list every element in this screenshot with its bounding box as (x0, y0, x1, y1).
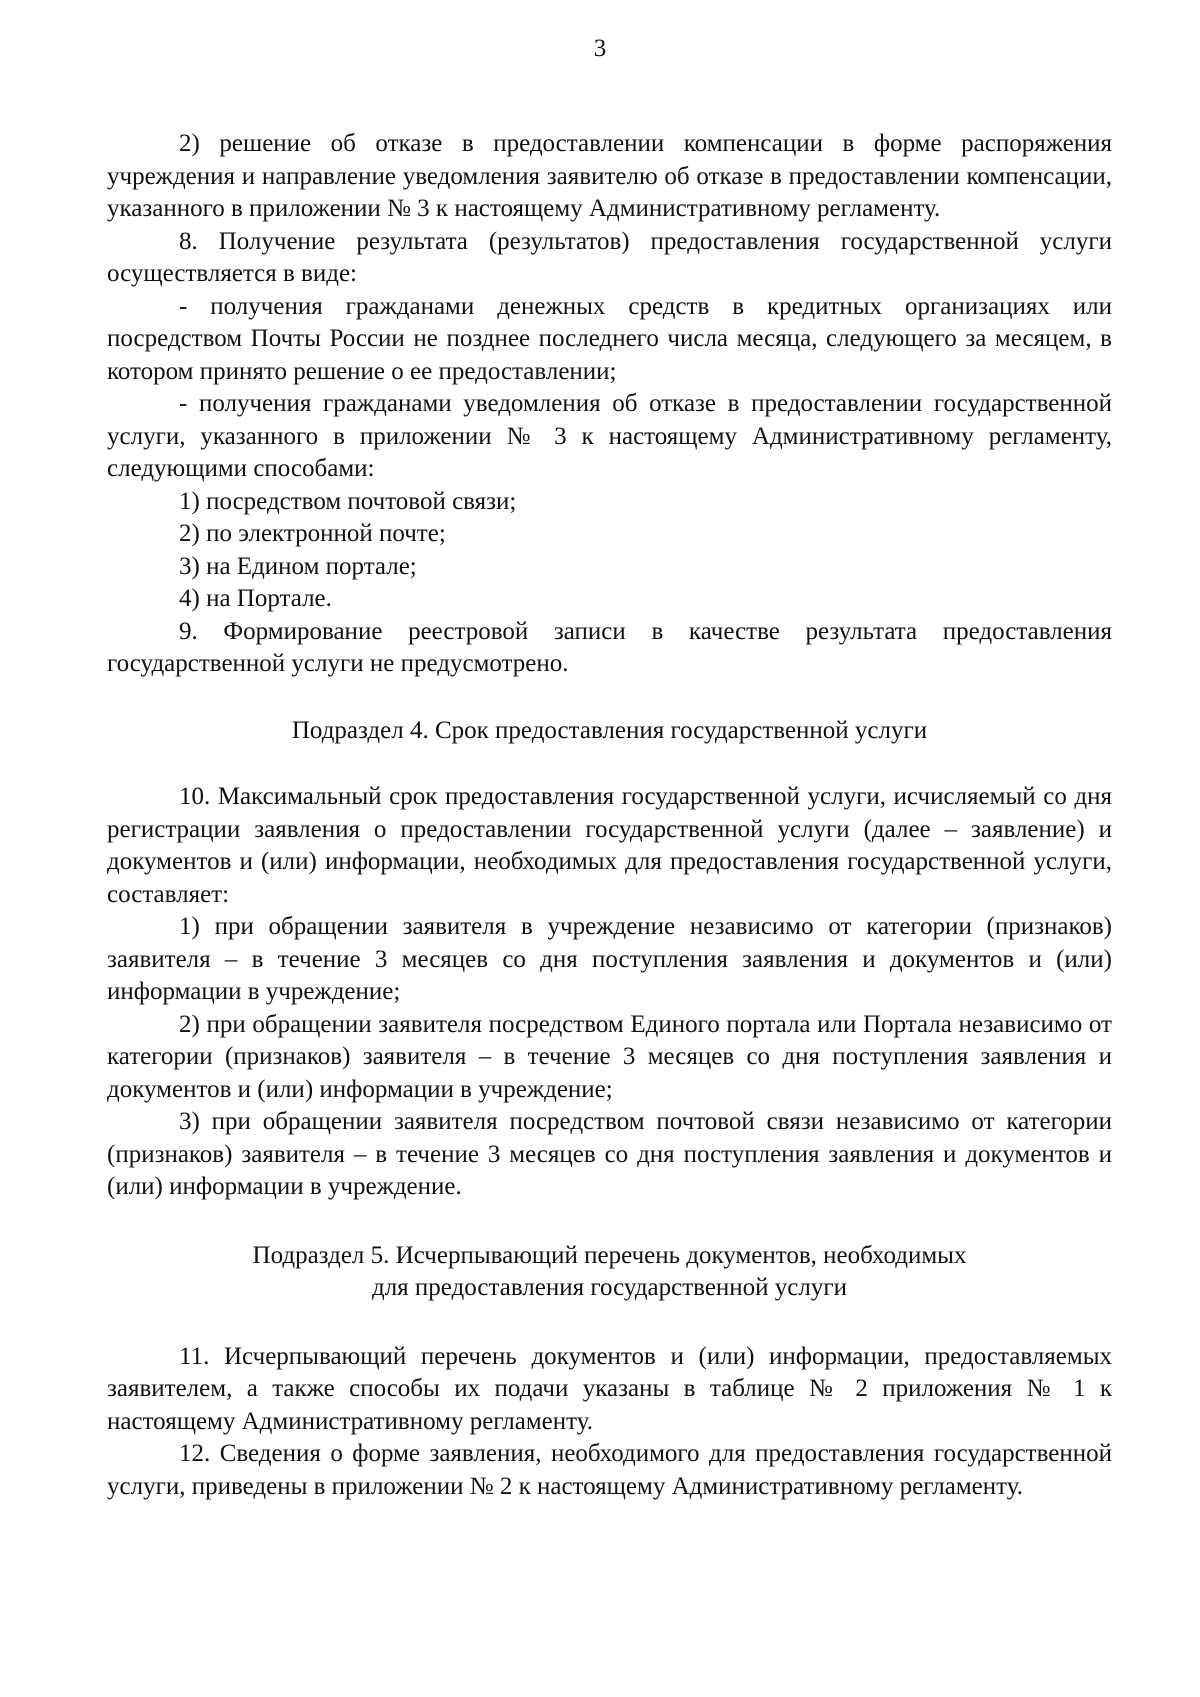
paragraph-10-item-3: 3) при обращении заявителя посредством почтовой связи независимо от категории (признаков) заявителя – в течение 3 месяцев со дня поступления заявления и документов и (или) информации в учреждение. (107, 1108, 1112, 1200)
heading-subsection-5-line-2: для предоставления государственной услуги (371, 1274, 848, 1301)
paragraph-9: 9. Формирование реестровой записи в качестве результата предоставления государственной услуги не предусмотрено. (107, 617, 1112, 677)
paragraph-decision-refusal: 2) решение об отказе в предоставлении компенсации в форме распоряжения учреждения и направление уведомления заявителю об отказе в предоставлении компенсации, указанного в приложении № 3 к настоящему Административному регламенту. (107, 130, 1112, 222)
paragraph-8: 8. Получение результата (результатов) предоставления государственной услуги осуществляется в виде: (107, 227, 1112, 287)
list-item-mail: 1) посредством почтовой связи; (179, 487, 517, 515)
paragraph-8-notice: - получения гражданами уведомления об отказе в предоставлении государственной услуги, указанного в приложении № 3 к настоящему Административному регламенту, следующими способами: (107, 390, 1112, 482)
paragraph-10-item-2: 2) при обращении заявителя посредством Единого портала или Портала независимо от категории (признаков) заявителя – в течение 3 месяцев со дня поступления заявления и документов и (или) информации в учреждение; (107, 1010, 1112, 1103)
heading-subsection-5-line-1: Подраздел 5. Исчерпывающий перечень документов, необходимых (252, 1241, 967, 1269)
paragraph-12: 12. Сведения о форме заявления, необходимого для предоставления государственной услуги, приведены в приложении № 2 к настоящему Административному регламенту. (107, 1440, 1112, 1500)
heading-subsection-4: Подраздел 4. Срок предоставления государственной услуги (291, 716, 928, 744)
paragraph-10: 10. Максимальный срок предоставления государственной услуги, исчисляемый со дня регистрации заявления о предоставлении государственной услуги (далее – заявление) и документов и (или) информации, необходимых для предоставления государственной услуги, составляет: (107, 783, 1112, 908)
heading-subsection-5 (107, 1240, 1112, 1305)
paragraph-11: 11. Исчерпывающий перечень документов и (или) информации, предоставляемых заявителем, а также способы их подачи указаны в таблице № 2 приложения № 1 к настоящему Административному регламенту. (107, 1342, 1112, 1435)
paragraph-10-item-1: 1) при обращении заявителя в учреждение независимо от категории (признаков) заявителя – в течение 3 месяцев со дня поступления заявления и документов и (или) информации в учреждение; (107, 913, 1112, 1005)
list-item-unified-portal: 3) на Едином портале; (179, 552, 417, 580)
list-item-portal: 4) на Портале. (179, 585, 332, 612)
list-item-email: 2) по электронной почте; (179, 520, 446, 547)
paragraph-8-money: - получения гражданами денежных средств в кредитных организациях или посредством Почты России не позднее последнего числа месяца, следующего за месяцем, в котором принято решение о ее предоставлении; (107, 292, 1112, 385)
document-body (107, 128, 1112, 1503)
page-number: 3 (593, 35, 607, 62)
